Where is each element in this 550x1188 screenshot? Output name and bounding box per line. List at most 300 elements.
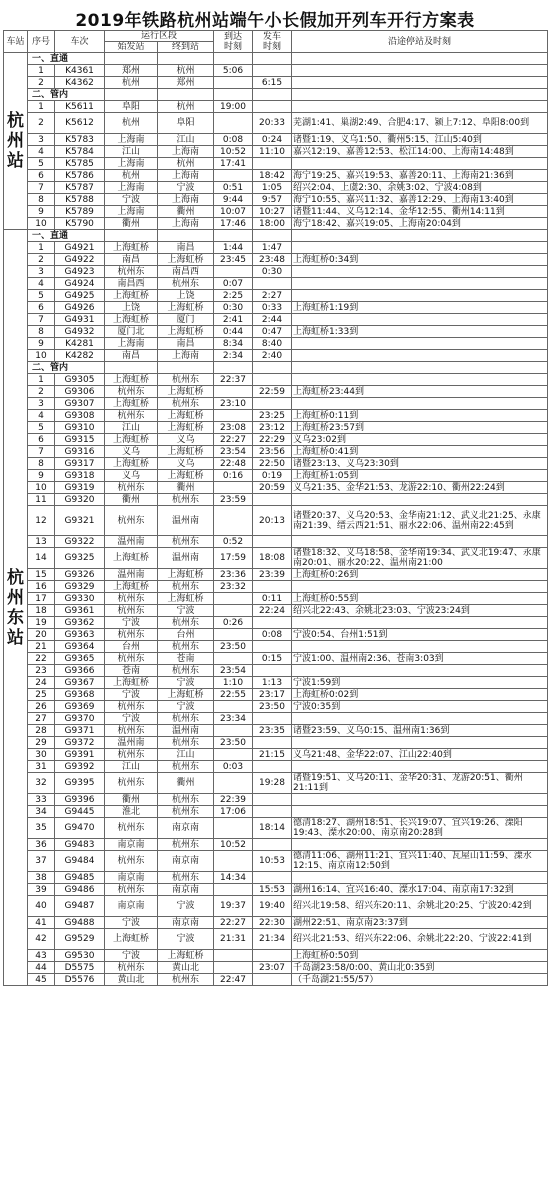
arrive-cell: 22:55: [214, 689, 253, 701]
depart-cell: 0:30: [253, 266, 292, 278]
origin-cell: 杭州东: [105, 773, 158, 794]
train-cell: D5575: [55, 962, 105, 974]
arrive-cell: 0:44: [214, 326, 253, 338]
stops-cell: 上海虹桥0:50到: [292, 950, 548, 962]
arrive-cell: 23:08: [214, 422, 253, 434]
arrive-cell: 1:10: [214, 677, 253, 689]
seq-cell: 2: [28, 113, 55, 134]
dest-cell: 杭州东: [158, 806, 214, 818]
train-cell: G4931: [55, 314, 105, 326]
stops-cell: [292, 617, 548, 629]
stops-cell: 上海虹桥23:44到: [292, 386, 548, 398]
table-header: [4, 31, 548, 53]
table-row: [4, 266, 548, 278]
stops-cell: 义乌21:35、金华21:53、龙游22:10、衢州22:24到: [292, 482, 548, 494]
origin-cell: 南京南: [105, 839, 158, 851]
arrive-cell: 0:16: [214, 470, 253, 482]
section-row: [4, 53, 548, 65]
seq-cell: 6: [28, 434, 55, 446]
table-row: [4, 470, 548, 482]
arrive-cell: [214, 725, 253, 737]
origin-cell: 厦门北: [105, 326, 158, 338]
origin-cell: 上海虹桥: [105, 581, 158, 593]
dest-cell: 杭州东: [158, 581, 214, 593]
depart-cell: [253, 398, 292, 410]
arrive-cell: [214, 629, 253, 641]
table-row: [4, 113, 548, 134]
table-row: [4, 458, 548, 470]
arrive-cell: [214, 386, 253, 398]
arrive-cell: 2:34: [214, 350, 253, 362]
dest-cell: 上海南: [158, 170, 214, 182]
origin-cell: 上海虹桥: [105, 242, 158, 254]
dest-cell: 郑州: [158, 77, 214, 89]
dest-cell: 杭州东: [158, 665, 214, 677]
table-row: [4, 629, 548, 641]
table-row: [4, 254, 548, 266]
stops-cell: [292, 65, 548, 77]
origin-cell: 宁波: [105, 689, 158, 701]
header-origin: 始发站: [105, 42, 158, 53]
arrive-cell: 14:34: [214, 872, 253, 884]
arrive-cell: [214, 506, 253, 536]
empty-cell: [292, 89, 548, 101]
origin-cell: 上海虹桥: [105, 374, 158, 386]
stops-cell: [292, 278, 548, 290]
seq-cell: 4: [28, 410, 55, 422]
stops-cell: 诸暨19:51、义乌20:11、金华20:31、龙游20:51、衢州21:11到: [292, 773, 548, 794]
stops-cell: 义乌23:02到: [292, 434, 548, 446]
arrive-cell: 23:45: [214, 254, 253, 266]
depart-cell: 0:08: [253, 629, 292, 641]
depart-cell: [253, 494, 292, 506]
origin-cell: 江山: [105, 761, 158, 773]
header-depart: 发车时刻: [253, 31, 292, 53]
table-row: [4, 974, 548, 986]
origin-cell: 衢州: [105, 218, 158, 230]
train-cell: D5576: [55, 974, 105, 986]
table-row: [4, 338, 548, 350]
origin-cell: 杭州东: [105, 653, 158, 665]
stops-cell: 德清11:06、湖州11:21、宜兴11:40、瓦屋山11:59、溧水12:15、南京南12:50到: [292, 851, 548, 872]
seq-cell: 37: [28, 851, 55, 872]
train-cell: G9306: [55, 386, 105, 398]
origin-cell: 上海南: [105, 338, 158, 350]
arrive-cell: 9:44: [214, 194, 253, 206]
origin-cell: 杭州东: [105, 725, 158, 737]
train-cell: G9307: [55, 398, 105, 410]
seq-cell: 23: [28, 665, 55, 677]
dest-cell: 杭州: [158, 158, 214, 170]
arrive-cell: 0:52: [214, 536, 253, 548]
stops-cell: 宁波0:54、台州1:51到: [292, 629, 548, 641]
origin-cell: 南京南: [105, 872, 158, 884]
dest-cell: 宁波: [158, 677, 214, 689]
arrive-cell: [214, 749, 253, 761]
origin-cell: 江山: [105, 146, 158, 158]
depart-cell: [253, 617, 292, 629]
depart-cell: 23:17: [253, 689, 292, 701]
stops-cell: [292, 665, 548, 677]
depart-cell: [253, 374, 292, 386]
empty-cell: [214, 53, 253, 65]
seq-cell: 10: [28, 482, 55, 494]
arrive-cell: 22:27: [214, 917, 253, 929]
dest-cell: 阜阳: [158, 113, 214, 134]
train-cell: K5611: [55, 101, 105, 113]
depart-cell: 20:59: [253, 482, 292, 494]
arrive-cell: 22:27: [214, 434, 253, 446]
seq-cell: 7: [28, 446, 55, 458]
dest-cell: 上海虹桥: [158, 593, 214, 605]
seq-cell: 17: [28, 593, 55, 605]
origin-cell: 杭州东: [105, 605, 158, 617]
seq-cell: 3: [28, 134, 55, 146]
stops-cell: [292, 290, 548, 302]
table-row: [4, 689, 548, 701]
arrive-cell: 0:08: [214, 134, 253, 146]
arrive-cell: 2:25: [214, 290, 253, 302]
schedule-table: [3, 30, 548, 986]
table-row: [4, 929, 548, 950]
origin-cell: 上海南: [105, 134, 158, 146]
section-label: 二、管内: [28, 362, 105, 374]
dest-cell: 宁波: [158, 929, 214, 950]
arrive-cell: 0:51: [214, 182, 253, 194]
table-row: [4, 794, 548, 806]
dest-cell: 宁波: [158, 605, 214, 617]
seq-cell: 18: [28, 605, 55, 617]
train-cell: G9370: [55, 713, 105, 725]
train-cell: G9488: [55, 917, 105, 929]
seq-cell: 9: [28, 206, 55, 218]
stops-cell: [292, 641, 548, 653]
stops-cell: [292, 794, 548, 806]
arrive-cell: 23:50: [214, 737, 253, 749]
stops-cell: 绍兴2:04、上虞2:30、余姚3:02、宁波4:08到: [292, 182, 548, 194]
stops-cell: 湖州16:14、宜兴16:40、溧水17:04、南京南17:32到: [292, 884, 548, 896]
stops-cell: [292, 761, 548, 773]
depart-cell: 1:47: [253, 242, 292, 254]
arrive-cell: 1:44: [214, 242, 253, 254]
origin-cell: 温州南: [105, 569, 158, 581]
table-row: [4, 749, 548, 761]
seq-cell: 1: [28, 101, 55, 113]
dest-cell: 南昌: [158, 242, 214, 254]
stops-cell: 绍兴北21:53、绍兴东22:06、余姚北22:20、宁波22:41到: [292, 929, 548, 950]
dest-cell: 杭州东: [158, 761, 214, 773]
stops-cell: 宁波0:35到: [292, 701, 548, 713]
empty-cell: [105, 53, 158, 65]
train-cell: G9316: [55, 446, 105, 458]
train-cell: G9310: [55, 422, 105, 434]
stops-cell: 上海虹桥0:55到: [292, 593, 548, 605]
depart-cell: 22:24: [253, 605, 292, 617]
stops-cell: 湖州22:51、南京南23:37到: [292, 917, 548, 929]
seq-cell: 30: [28, 749, 55, 761]
origin-cell: 上海南: [105, 182, 158, 194]
dest-cell: 杭州东: [158, 839, 214, 851]
origin-cell: 苍南: [105, 665, 158, 677]
train-cell: G9371: [55, 725, 105, 737]
table-row: [4, 302, 548, 314]
train-cell: G9361: [55, 605, 105, 617]
stops-cell: 上海虹桥1:19到: [292, 302, 548, 314]
train-cell: G9487: [55, 896, 105, 917]
depart-cell: 18:08: [253, 548, 292, 569]
arrive-cell: 17:41: [214, 158, 253, 170]
depart-cell: 20:13: [253, 506, 292, 536]
arrive-cell: [214, 818, 253, 839]
depart-cell: 0:47: [253, 326, 292, 338]
train-cell: G9330: [55, 593, 105, 605]
header-seq: 序号: [28, 31, 55, 53]
stops-cell: [292, 266, 548, 278]
seq-cell: 3: [28, 398, 55, 410]
dest-cell: 杭州东: [158, 374, 214, 386]
depart-cell: [253, 665, 292, 677]
arrive-cell: [214, 605, 253, 617]
arrive-cell: 22:47: [214, 974, 253, 986]
table-row: [4, 398, 548, 410]
arrive-cell: 10:52: [214, 839, 253, 851]
depart-cell: [253, 158, 292, 170]
origin-cell: 南昌: [105, 350, 158, 362]
arrive-cell: 17:59: [214, 548, 253, 569]
origin-cell: 宁波: [105, 194, 158, 206]
depart-cell: 23:12: [253, 422, 292, 434]
arrive-cell: 19:00: [214, 101, 253, 113]
dest-cell: 上海南: [158, 218, 214, 230]
stops-cell: [292, 581, 548, 593]
table-row: [4, 917, 548, 929]
origin-cell: 杭州东: [105, 884, 158, 896]
seq-cell: 28: [28, 725, 55, 737]
stops-cell: 上海虹桥23:57到: [292, 422, 548, 434]
table-row: [4, 314, 548, 326]
table-row: [4, 962, 548, 974]
depart-cell: [253, 974, 292, 986]
table-row: [4, 761, 548, 773]
origin-cell: 上饶: [105, 302, 158, 314]
table-row: [4, 218, 548, 230]
origin-cell: 上海虹桥: [105, 458, 158, 470]
depart-cell: 23:50: [253, 701, 292, 713]
train-cell: G9445: [55, 806, 105, 818]
arrive-cell: 22:48: [214, 458, 253, 470]
origin-cell: 上海虹桥: [105, 929, 158, 950]
origin-cell: 上海虹桥: [105, 434, 158, 446]
train-cell: G9396: [55, 794, 105, 806]
origin-cell: 台州: [105, 641, 158, 653]
depart-cell: 10:53: [253, 851, 292, 872]
origin-cell: 义乌: [105, 446, 158, 458]
empty-cell: [253, 53, 292, 65]
header-arrive: 到达时刻: [214, 31, 253, 53]
table-row: [4, 896, 548, 917]
depart-cell: [253, 65, 292, 77]
arrive-cell: 23:54: [214, 446, 253, 458]
train-cell: G4921: [55, 242, 105, 254]
seq-cell: 27: [28, 713, 55, 725]
train-cell: G9321: [55, 506, 105, 536]
dest-cell: 江山: [158, 134, 214, 146]
depart-cell: 23:07: [253, 962, 292, 974]
empty-cell: [105, 362, 158, 374]
arrive-cell: [214, 884, 253, 896]
train-cell: G9483: [55, 839, 105, 851]
stops-cell: 宁波1:59到: [292, 677, 548, 689]
arrive-cell: 23:32: [214, 581, 253, 593]
stops-cell: 绍兴北19:58、绍兴东20:11、余姚北20:25、宁波20:42到: [292, 896, 548, 917]
train-cell: G9362: [55, 617, 105, 629]
train-cell: G9363: [55, 629, 105, 641]
table-row: [4, 374, 548, 386]
arrive-cell: 19:37: [214, 896, 253, 917]
empty-cell: [158, 230, 214, 242]
arrive-cell: [214, 851, 253, 872]
table-row: [4, 665, 548, 677]
train-cell: K4362: [55, 77, 105, 89]
stops-cell: 嘉兴12:19、嘉善12:53、松江14:00、上海南14:48到: [292, 146, 548, 158]
dest-cell: 南昌: [158, 338, 214, 350]
seq-cell: 8: [28, 326, 55, 338]
seq-cell: 5: [28, 422, 55, 434]
stops-cell: 上海虹桥0:02到: [292, 689, 548, 701]
dest-cell: 杭州东: [158, 494, 214, 506]
seq-cell: 25: [28, 689, 55, 701]
origin-cell: 宁波: [105, 713, 158, 725]
stops-cell: [292, 350, 548, 362]
origin-cell: 阜阳: [105, 101, 158, 113]
table-row: [4, 434, 548, 446]
stops-cell: 上海虹桥0:11到: [292, 410, 548, 422]
seq-cell: 26: [28, 701, 55, 713]
origin-cell: 宁波: [105, 617, 158, 629]
dest-cell: 上海南: [158, 350, 214, 362]
depart-cell: 23:35: [253, 725, 292, 737]
empty-cell: [158, 89, 214, 101]
origin-cell: 温州南: [105, 737, 158, 749]
seq-cell: 31: [28, 761, 55, 773]
train-cell: G4924: [55, 278, 105, 290]
table-row: [4, 158, 548, 170]
depart-cell: [253, 950, 292, 962]
dest-cell: 衢州: [158, 773, 214, 794]
train-cell: K5789: [55, 206, 105, 218]
train-cell: K5784: [55, 146, 105, 158]
train-cell: G9329: [55, 581, 105, 593]
depart-cell: 2:27: [253, 290, 292, 302]
train-cell: K5785: [55, 158, 105, 170]
seq-cell: 1: [28, 65, 55, 77]
dest-cell: 上海虹桥: [158, 410, 214, 422]
depart-cell: 2:40: [253, 350, 292, 362]
depart-cell: 18:14: [253, 818, 292, 839]
table-row: [4, 605, 548, 617]
arrive-cell: [214, 482, 253, 494]
origin-cell: 衢州: [105, 494, 158, 506]
depart-cell: [253, 839, 292, 851]
seq-cell: 10: [28, 350, 55, 362]
train-cell: K5787: [55, 182, 105, 194]
table-row: [4, 350, 548, 362]
stops-cell: 诸暨23:13、义乌23:30到: [292, 458, 548, 470]
table-row: [4, 773, 548, 794]
origin-cell: 上海虹桥: [105, 548, 158, 569]
seq-cell: 6: [28, 170, 55, 182]
seq-cell: 29: [28, 737, 55, 749]
dest-cell: 南京南: [158, 884, 214, 896]
dest-cell: 上海虹桥: [158, 569, 214, 581]
depart-cell: 23:39: [253, 569, 292, 581]
stops-cell: 千岛湖23:58/0:00、黄山北0:35到: [292, 962, 548, 974]
section-row: [4, 362, 548, 374]
dest-cell: 杭州东: [158, 398, 214, 410]
origin-cell: 杭州东: [105, 266, 158, 278]
seq-cell: 5: [28, 158, 55, 170]
seq-cell: 14: [28, 548, 55, 569]
stops-cell: 义乌21:48、金华22:07、江山22:40到: [292, 749, 548, 761]
depart-cell: [253, 641, 292, 653]
seq-cell: 33: [28, 794, 55, 806]
stops-cell: 绍兴北22:43、余姚北23:03、宁波23:24到: [292, 605, 548, 617]
table-row: [4, 146, 548, 158]
dest-cell: 上海虹桥: [158, 326, 214, 338]
stops-cell: 上海虹桥1:05到: [292, 470, 548, 482]
depart-cell: 0:33: [253, 302, 292, 314]
empty-cell: [158, 362, 214, 374]
table-row: [4, 677, 548, 689]
train-cell: G9365: [55, 653, 105, 665]
seq-cell: 4: [28, 278, 55, 290]
empty-cell: [292, 362, 548, 374]
depart-cell: [253, 581, 292, 593]
train-cell: K4281: [55, 338, 105, 350]
depart-cell: 18:00: [253, 218, 292, 230]
train-cell: G9366: [55, 665, 105, 677]
dest-cell: 杭州东: [158, 536, 214, 548]
dest-cell: 杭州: [158, 101, 214, 113]
table-row: [4, 65, 548, 77]
depart-cell: 9:57: [253, 194, 292, 206]
train-cell: G9322: [55, 536, 105, 548]
seq-cell: 15: [28, 569, 55, 581]
dest-cell: 上海虹桥: [158, 950, 214, 962]
origin-cell: 杭州东: [105, 701, 158, 713]
arrive-cell: 23:54: [214, 665, 253, 677]
seq-cell: 8: [28, 194, 55, 206]
stops-cell: [292, 398, 548, 410]
arrive-cell: 0:07: [214, 278, 253, 290]
table-row: [4, 569, 548, 581]
table-row: [4, 194, 548, 206]
train-cell: G9470: [55, 818, 105, 839]
dest-cell: 杭州东: [158, 794, 214, 806]
station-name-text: 杭州站: [7, 111, 24, 171]
stops-cell: [292, 314, 548, 326]
depart-cell: 11:10: [253, 146, 292, 158]
dest-cell: 宁波: [158, 896, 214, 917]
train-cell: G4932: [55, 326, 105, 338]
depart-cell: 8:40: [253, 338, 292, 350]
arrive-cell: 22:39: [214, 794, 253, 806]
arrive-cell: 23:36: [214, 569, 253, 581]
seq-cell: 20: [28, 629, 55, 641]
depart-cell: 23:48: [253, 254, 292, 266]
arrive-cell: [214, 77, 253, 89]
depart-cell: 0:19: [253, 470, 292, 482]
